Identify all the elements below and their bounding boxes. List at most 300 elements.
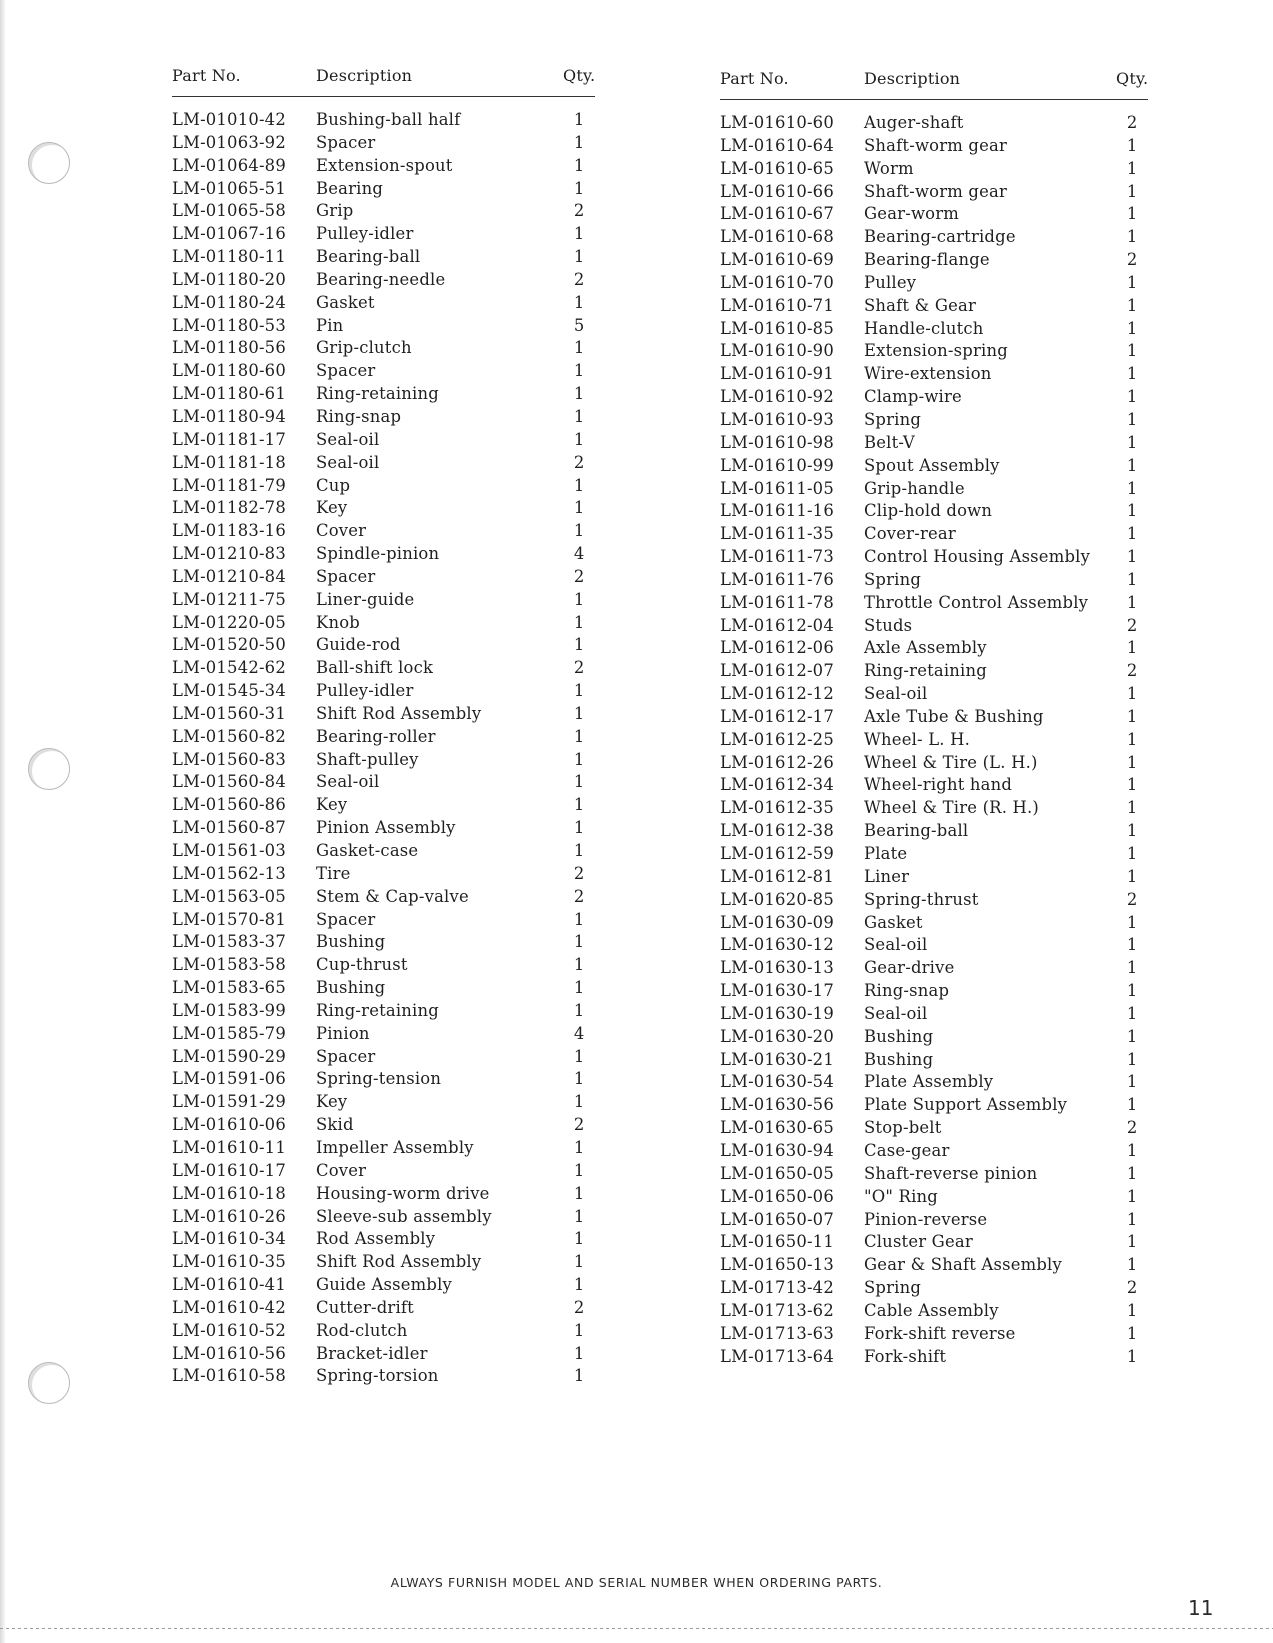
parts-table-right-body (720, 100, 1148, 1369)
parts-row (172, 360, 595, 383)
quantity-cell: 1 (573, 406, 585, 426)
part-number-cell: LM-01591-06 (172, 1069, 286, 1089)
quantity-cell: 1 (573, 110, 585, 129)
description-cell: Skid (316, 1115, 354, 1135)
quantity-cell: 1 (573, 932, 585, 952)
parts-row (172, 269, 595, 292)
quantity-cell: 1 (573, 1343, 585, 1363)
description-cell: Housing-worm drive (316, 1183, 490, 1203)
column-header-qty: Qty. (1116, 69, 1148, 100)
parts-row (720, 386, 1148, 409)
part-number-cell: LM-01180-56 (172, 338, 286, 358)
part-number-cell: LM-01610-92 (720, 387, 834, 407)
parts-row (172, 1000, 595, 1023)
description-cell: Spacer (316, 1046, 376, 1066)
description-cell: Spacer (316, 361, 376, 381)
quantity-cell: 2 (1126, 661, 1138, 681)
part-number-cell: LM-01583-99 (172, 1000, 286, 1020)
parts-row (720, 1277, 1148, 1300)
quantity-cell: 1 (1126, 935, 1138, 955)
parts-row (720, 409, 1148, 432)
quantity-cell: 1 (1126, 1255, 1138, 1275)
description-cell: Ring-retaining (316, 384, 439, 404)
parts-row (172, 657, 595, 680)
part-number-cell: LM-01560-84 (172, 772, 286, 792)
parts-table-left (172, 66, 595, 1388)
quantity-cell: 1 (1126, 798, 1138, 818)
parts-row (720, 500, 1148, 523)
description-cell: Pin (316, 315, 344, 335)
parts-row (172, 909, 595, 932)
quantity-cell: 1 (1126, 501, 1138, 521)
part-number-cell: LM-01063-92 (172, 132, 286, 152)
part-number-cell: LM-01610-93 (720, 409, 834, 429)
parts-row (172, 543, 595, 566)
quantity-cell: 1 (573, 772, 585, 792)
quantity-cell: 2 (1126, 1278, 1138, 1298)
description-cell: Rod Assembly (316, 1229, 436, 1249)
part-number-cell: LM-01650-06 (720, 1186, 834, 1206)
quantity-cell: 1 (1126, 1049, 1138, 1069)
parts-row (172, 1046, 595, 1069)
description-cell: Case-gear (864, 1140, 950, 1160)
description-cell: Stem & Cap-valve (316, 886, 469, 906)
parts-row (720, 752, 1148, 775)
quantity-cell: 1 (1126, 409, 1138, 429)
description-cell: Ring-snap (864, 981, 950, 1001)
part-number-cell: LM-01610-64 (720, 135, 834, 155)
parts-row (172, 178, 595, 201)
description-cell: Wheel & Tire (L. H.) (864, 752, 1038, 772)
part-number-cell: LM-01610-98 (720, 432, 834, 452)
quantity-cell: 1 (1126, 569, 1138, 589)
parts-row (720, 1209, 1148, 1232)
quantity-cell: 1 (573, 247, 585, 267)
part-number-cell: LM-01650-05 (720, 1163, 834, 1183)
parts-row (172, 566, 595, 589)
parts-row (172, 1137, 595, 1160)
quantity-cell: 1 (1126, 204, 1138, 224)
part-number-cell: LM-01010-42 (172, 110, 286, 129)
parts-row (172, 1274, 595, 1297)
description-cell: Gasket-case (316, 841, 419, 860)
parts-row (172, 497, 595, 520)
description-cell: Grip-clutch (316, 338, 412, 358)
description-cell: Pulley-idler (316, 224, 414, 244)
description-cell: Cluster Gear (864, 1232, 973, 1252)
column-header-qty: Qty. (563, 66, 595, 97)
quantity-cell: 1 (573, 1069, 585, 1089)
description-cell: Spout Assembly (864, 455, 1000, 475)
part-number-cell: LM-01067-16 (172, 224, 286, 244)
quantity-cell: 2 (573, 566, 585, 586)
quantity-cell: 2 (573, 658, 585, 678)
parts-row (720, 523, 1148, 546)
quantity-cell: 1 (1126, 775, 1138, 795)
quantity-cell: 5 (573, 315, 585, 335)
description-cell: Shift Rod Assembly (316, 1252, 482, 1272)
parts-row (172, 1206, 595, 1229)
quantity-cell: 1 (573, 726, 585, 746)
description-cell: Shift Rod Assembly (316, 703, 482, 723)
part-number-cell: LM-01220-05 (172, 612, 286, 632)
quantity-cell: 1 (1126, 135, 1138, 155)
parts-row (720, 683, 1148, 706)
description-cell: Axle Tube & Bushing (864, 706, 1044, 726)
parts-row (720, 729, 1148, 752)
part-number-cell: LM-01180-53 (172, 315, 286, 335)
part-number-cell: LM-01611-76 (720, 569, 834, 589)
part-number-cell: LM-01610-11 (172, 1137, 286, 1157)
quantity-cell: 1 (573, 132, 585, 152)
parts-row (172, 383, 595, 406)
description-cell: Key (316, 1092, 348, 1112)
quantity-cell: 1 (1126, 181, 1138, 201)
description-cell: Spring (864, 409, 922, 429)
part-number-cell: LM-01545-34 (172, 681, 286, 701)
parts-row (720, 226, 1148, 249)
parts-row (720, 637, 1148, 660)
part-number-cell: LM-01560-31 (172, 703, 286, 723)
part-number-cell: LM-01180-24 (172, 292, 286, 312)
parts-row (172, 612, 595, 635)
part-number-cell: LM-01630-54 (720, 1072, 834, 1092)
parts-row (172, 726, 595, 749)
quantity-cell: 1 (573, 384, 585, 404)
part-number-cell: LM-01650-13 (720, 1255, 834, 1275)
description-cell: Bracket-idler (316, 1343, 428, 1363)
quantity-cell: 1 (1126, 1300, 1138, 1320)
parts-row (720, 820, 1148, 843)
quantity-cell: 1 (573, 1183, 585, 1203)
part-number-cell: LM-01610-91 (720, 364, 834, 384)
part-number-cell: LM-01570-81 (172, 909, 286, 929)
part-number-cell: LM-01713-62 (720, 1300, 834, 1320)
part-number-cell: LM-01585-79 (172, 1023, 286, 1043)
parts-row (172, 589, 595, 612)
parts-row (172, 817, 595, 840)
quantity-cell: 2 (573, 863, 585, 883)
quantity-cell: 1 (1126, 821, 1138, 841)
description-cell: Key (316, 795, 348, 815)
quantity-cell: 1 (573, 749, 585, 769)
part-number-cell: LM-01713-63 (720, 1323, 834, 1343)
parts-row (172, 132, 595, 155)
parts-row (720, 1026, 1148, 1049)
part-number-cell: LM-01611-73 (720, 547, 834, 567)
quantity-cell: 1 (1126, 1232, 1138, 1252)
quantity-cell: 1 (1126, 432, 1138, 452)
part-number-cell: LM-01630-20 (720, 1026, 834, 1046)
parts-row (720, 934, 1148, 957)
description-cell: Cup-thrust (316, 955, 408, 975)
quantity-cell: 2 (1126, 1118, 1138, 1138)
part-number-cell: LM-01612-17 (720, 706, 834, 726)
part-number-cell: LM-01612-35 (720, 798, 834, 818)
parts-row (720, 1003, 1148, 1026)
parts-row (720, 546, 1148, 569)
part-number-cell: LM-01610-70 (720, 272, 834, 292)
description-cell: Grip (316, 201, 354, 221)
description-cell: Wheel & Tire (R. H.) (864, 798, 1040, 818)
parts-row (172, 1023, 595, 1046)
parts-row (720, 1140, 1148, 1163)
parts-row (172, 1343, 595, 1366)
description-cell: Plate Assembly (864, 1072, 994, 1092)
description-cell: Wire-extension (864, 364, 992, 384)
part-number-cell: LM-01611-78 (720, 592, 834, 612)
description-cell: Axle Assembly (864, 638, 987, 658)
parts-row (172, 1160, 595, 1183)
description-cell: Bearing-cartridge (864, 227, 1016, 247)
parts-row (720, 203, 1148, 226)
part-number-cell: LM-01583-65 (172, 978, 286, 998)
parts-row (172, 840, 595, 863)
description-cell: Belt-V (864, 432, 915, 452)
part-number-cell: LM-01612-38 (720, 821, 834, 841)
part-number-cell: LM-01630-21 (720, 1049, 834, 1069)
parts-table-right (720, 69, 1148, 1368)
part-number-cell: LM-01630-13 (720, 958, 834, 978)
description-cell: Pinion Assembly (316, 818, 456, 838)
description-cell: Wheel- L. H. (864, 729, 971, 749)
quantity-cell: 1 (1126, 158, 1138, 178)
quantity-cell: 1 (573, 909, 585, 929)
parts-row (172, 931, 595, 954)
parts-row (720, 112, 1148, 135)
quantity-cell: 1 (1126, 341, 1138, 361)
quantity-cell: 4 (573, 1023, 585, 1043)
parts-row (172, 315, 595, 338)
quantity-cell: 1 (1126, 729, 1138, 749)
part-number-cell: LM-01562-13 (172, 863, 286, 883)
part-number-cell: LM-01210-84 (172, 566, 286, 586)
part-number-cell: LM-01630-19 (720, 1003, 834, 1023)
part-number-cell: LM-01610-06 (172, 1115, 286, 1135)
header-spacer-cell (720, 100, 1148, 113)
description-cell: Plate Support Assembly (864, 1095, 1068, 1115)
description-cell: Seal-oil (316, 429, 380, 449)
description-cell: Gear-drive (864, 958, 955, 978)
description-cell: Plate (864, 844, 908, 863)
description-cell: Bearing-needle (316, 269, 446, 289)
part-number-cell: LM-01610-35 (172, 1252, 286, 1272)
description-cell: Clip-hold down (864, 501, 993, 521)
page-number: 11 (1188, 1596, 1214, 1620)
description-cell: Bearing-ball (864, 821, 969, 841)
description-cell: Sleeve-sub assembly (316, 1206, 492, 1226)
quantity-cell: 1 (573, 635, 585, 655)
quantity-cell: 1 (1126, 1003, 1138, 1023)
parts-row (720, 340, 1148, 363)
part-number-cell: LM-01630-94 (720, 1140, 834, 1160)
part-number-cell: LM-01560-86 (172, 795, 286, 815)
description-cell: Spindle-pinion (316, 544, 440, 564)
part-number-cell: LM-01561-03 (172, 841, 286, 860)
scanned-page-bottom-edge (0, 1628, 1273, 1629)
quantity-cell: 1 (573, 521, 585, 541)
description-cell: Guide-rod (316, 635, 401, 655)
part-number-cell: LM-01183-16 (172, 521, 286, 541)
parts-row (720, 1231, 1148, 1254)
part-number-cell: LM-01612-59 (720, 844, 834, 863)
parts-row (720, 615, 1148, 638)
part-number-cell: LM-01612-26 (720, 752, 834, 772)
parts-row (172, 1114, 595, 1137)
parts-row (172, 977, 595, 1000)
quantity-cell: 1 (1126, 844, 1138, 863)
parts-table-left-header (172, 66, 595, 97)
parts-row (172, 1365, 595, 1388)
description-cell: Knob (316, 612, 360, 632)
parts-row (720, 1094, 1148, 1117)
part-number-cell: LM-01610-56 (172, 1343, 286, 1363)
part-number-cell: LM-01650-11 (720, 1232, 834, 1252)
parts-row (720, 363, 1148, 386)
quantity-cell: 1 (1126, 1323, 1138, 1343)
quantity-cell: 1 (573, 589, 585, 609)
parts-row (720, 706, 1148, 729)
parts-row (720, 455, 1148, 478)
quantity-cell: 1 (573, 795, 585, 815)
part-number-cell: LM-01630-56 (720, 1095, 834, 1115)
quantity-cell: 1 (1126, 1346, 1138, 1366)
parts-row (720, 843, 1148, 866)
parts-row (720, 1071, 1148, 1094)
parts-row (172, 771, 595, 794)
quantity-cell: 1 (1126, 455, 1138, 475)
description-cell: Shaft-reverse pinion (864, 1163, 1038, 1183)
part-number-cell: LM-01560-87 (172, 818, 286, 838)
part-number-cell: LM-01520-50 (172, 635, 286, 655)
part-number-cell: LM-01630-09 (720, 912, 834, 932)
part-number-cell: LM-01610-67 (720, 204, 834, 224)
parts-row (172, 200, 595, 223)
binder-hole-top-icon (28, 142, 70, 184)
quantity-cell: 1 (573, 1137, 585, 1157)
description-cell: Spring-tension (316, 1069, 442, 1089)
description-cell: Clamp-wire (864, 387, 962, 407)
description-cell: Extension-spring (864, 341, 1008, 361)
parts-row (720, 912, 1148, 935)
part-number-cell: LM-01610-34 (172, 1229, 286, 1249)
part-number-cell: LM-01630-17 (720, 981, 834, 1001)
quantity-cell: 2 (573, 1115, 585, 1135)
description-cell: Stop-belt (864, 1118, 942, 1138)
quantity-cell: 2 (1126, 250, 1138, 270)
part-number-cell: LM-01065-51 (172, 178, 286, 198)
description-cell: Seal-oil (864, 684, 928, 704)
parts-row (172, 703, 595, 726)
quantity-cell: 1 (573, 292, 585, 312)
quantity-cell: 2 (1126, 113, 1138, 132)
description-cell: Seal-oil (864, 935, 928, 955)
parts-row (720, 1186, 1148, 1209)
description-cell: Seal-oil (864, 1003, 928, 1023)
parts-row (172, 1320, 595, 1343)
description-cell: Spring (864, 569, 922, 589)
quantity-cell: 2 (573, 1297, 585, 1317)
part-number-cell: LM-01612-06 (720, 638, 834, 658)
parts-row (720, 1300, 1148, 1323)
quantity-cell: 1 (1126, 958, 1138, 978)
part-number-cell: LM-01610-17 (172, 1160, 286, 1180)
part-number-cell: LM-01611-35 (720, 524, 834, 544)
quantity-cell: 1 (1126, 478, 1138, 498)
parts-row (720, 1049, 1148, 1072)
part-number-cell: LM-01180-60 (172, 361, 286, 381)
description-cell: Pinion-reverse (864, 1209, 988, 1229)
part-number-cell: LM-01610-99 (720, 455, 834, 475)
description-cell: Spring (864, 1278, 922, 1298)
parts-row (172, 223, 595, 246)
parts-row (172, 1091, 595, 1114)
quantity-cell: 1 (1126, 227, 1138, 247)
description-cell: Ring-retaining (864, 661, 987, 681)
parts-row (720, 1163, 1148, 1186)
description-cell: Pinion (316, 1023, 370, 1043)
part-number-cell: LM-01610-66 (720, 181, 834, 201)
parts-row (720, 592, 1148, 615)
description-cell: Ring-snap (316, 406, 402, 426)
quantity-cell: 1 (573, 841, 585, 860)
parts-row (172, 1068, 595, 1091)
parts-row (720, 135, 1148, 158)
quantity-cell: 1 (573, 178, 585, 198)
quantity-cell: 1 (573, 1046, 585, 1066)
quantity-cell: 1 (573, 429, 585, 449)
description-cell: Shaft & Gear (864, 295, 977, 315)
part-number-cell: LM-01542-62 (172, 658, 286, 678)
description-cell: Spacer (316, 909, 376, 929)
parts-row (720, 318, 1148, 341)
description-cell: Cover (316, 1160, 367, 1180)
part-number-cell: LM-01064-89 (172, 155, 286, 175)
parts-row (172, 109, 595, 132)
quantity-cell: 1 (1126, 1026, 1138, 1046)
description-cell: Studs (864, 615, 913, 635)
quantity-cell: 1 (573, 1160, 585, 1180)
description-cell: Control Housing Assembly (864, 547, 1091, 567)
quantity-cell: 1 (573, 978, 585, 998)
description-cell: Bushing (316, 932, 386, 952)
part-number-cell: LM-01181-17 (172, 429, 286, 449)
quantity-cell: 1 (1126, 752, 1138, 772)
description-cell: Ball-shift lock (316, 658, 434, 678)
quantity-cell: 1 (573, 1275, 585, 1295)
part-number-cell: LM-01211-75 (172, 589, 286, 609)
quantity-cell: 1 (573, 612, 585, 632)
parts-row (720, 797, 1148, 820)
quantity-cell: 1 (1126, 524, 1138, 544)
quantity-cell: 1 (1126, 866, 1138, 886)
quantity-cell: 1 (1126, 387, 1138, 407)
part-number-cell: LM-01560-82 (172, 726, 286, 746)
description-cell: Key (316, 498, 348, 518)
part-number-cell: LM-01590-29 (172, 1046, 286, 1066)
part-number-cell: LM-01611-16 (720, 501, 834, 521)
part-number-cell: LM-01611-05 (720, 478, 834, 498)
parts-row (172, 634, 595, 657)
parts-row (720, 1323, 1148, 1346)
quantity-cell: 1 (1126, 272, 1138, 292)
header-spacer (720, 100, 1148, 113)
parts-row (720, 957, 1148, 980)
part-number-cell: LM-01612-04 (720, 615, 834, 635)
description-cell: Bearing-ball (316, 247, 421, 267)
quantity-cell: 1 (1126, 684, 1138, 704)
parts-row (172, 1251, 595, 1274)
